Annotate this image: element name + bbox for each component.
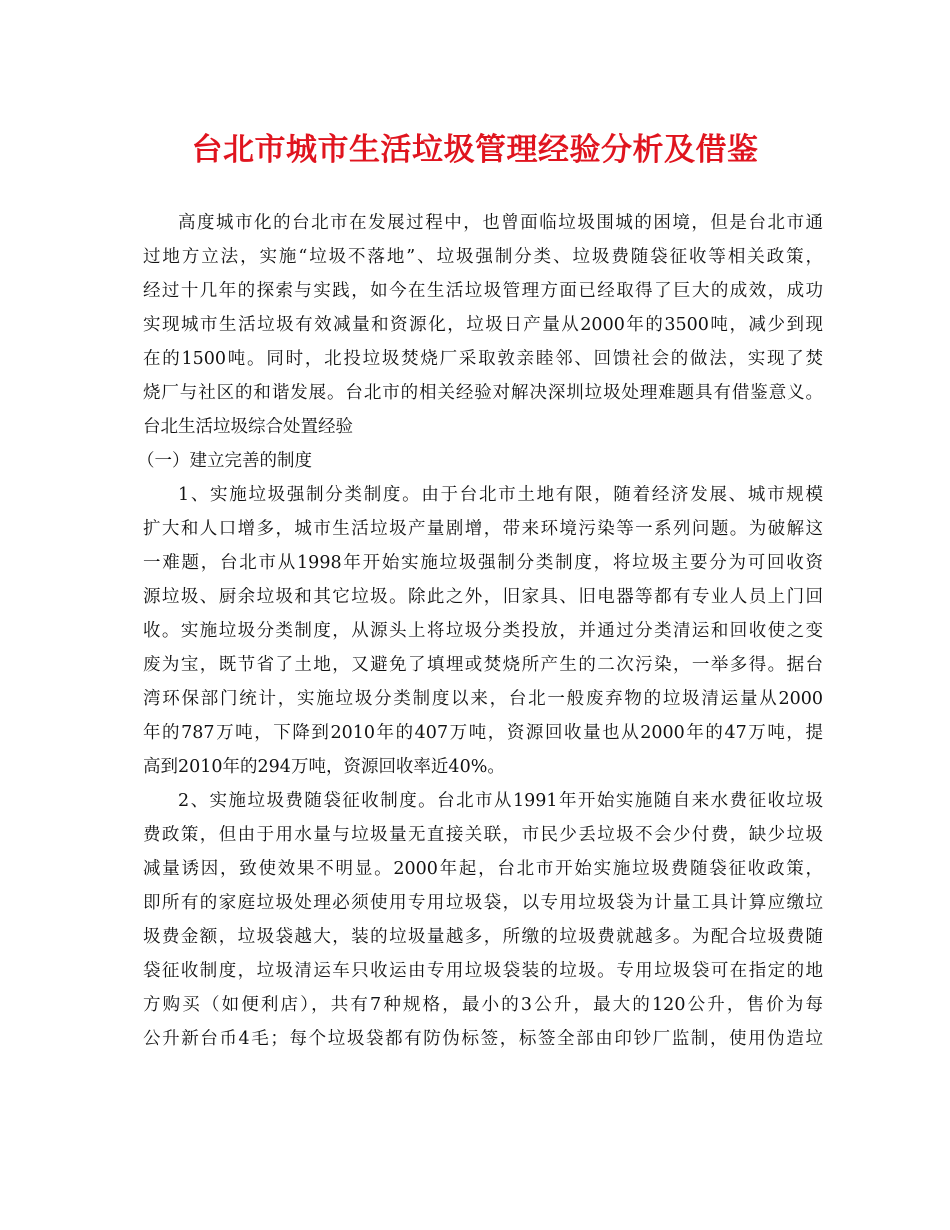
paragraph-1-line-5: 在的1500吨。同时，北投垃圾焚烧厂采取敦亲睦邻、回馈社会的做法，实现了焚 — [143, 349, 823, 369]
document-title: 台北市城市生活垃圾管理经验分析及借鉴 — [191, 132, 759, 168]
item-2-line-7: 方购买（如便利店），共有7种规格，最小的3公升，最大的120公升，售价为每 — [143, 995, 823, 1015]
subsection-heading: （一）建立完善的制度 — [137, 451, 312, 471]
item-1-line-5: 收。实施垃圾分类制度，从源头上将垃圾分类投放，并通过分类清运和回收使之变 — [143, 621, 823, 641]
item-1-line-3: 一难题，台北市从1998年开始实施垃圾强制分类制度，将垃圾主要分为可回收资 — [143, 553, 823, 573]
item-1-line-7: 湾环保部门统计，实施垃圾分类制度以来，台北一般废弃物的垃圾清运量从2000 — [143, 689, 823, 709]
section-heading: 台北生活垃圾综合处置经验 — [143, 417, 353, 437]
item-1-line-4: 源垃圾、厨余垃圾和其它垃圾。除此之外，旧家具、旧电器等都有专业人员上门回 — [143, 587, 823, 607]
item-2-line-4: 即所有的家庭垃圾处理必须使用专用垃圾袋，以专用垃圾袋为计量工具计算应缴垃 — [143, 893, 823, 913]
item-1-line-9: 高到2010年的294万吨，资源回收率近40%。 — [143, 757, 505, 777]
item-2-line-3: 减量诱因，致使效果不明显。2000年起，台北市开始实施垃圾费随袋征收政策， — [143, 859, 823, 879]
item-1-line-6: 废为宝，既节省了土地，又避免了填埋或焚烧所产生的二次污染，一举多得。据台 — [143, 655, 823, 675]
item-2-line-5: 圾费金额，垃圾袋越大，装的垃圾量越多，所缴的垃圾费就越多。为配合垃圾费随 — [143, 927, 823, 947]
document-body — [137, 206, 823, 1056]
item-2-line-1: 2、实施垃圾费随袋征收制度。台北市从1991年开始实施随自来水费征收垃圾 — [178, 791, 823, 811]
paragraph-1-line-3: 经过十几年的探索与实践，如今在生活垃圾管理方面已经取得了巨大的成效，成功 — [143, 281, 823, 301]
item-1-line-8: 年的787万吨，下降到2010年的407万吨，资源回收量也从2000年的47万吨，提 — [143, 723, 823, 743]
paragraph-1-line-2: 过地方立法，实施“垃圾不落地”、垃圾强制分类、垃圾费随袋征收等相关政策， — [143, 247, 823, 267]
item-1-line-1: 1、实施垃圾强制分类制度。由于台北市土地有限，随着经济发展、城市规模 — [178, 485, 823, 505]
item-1-line-2: 扩大和人口增多，城市生活垃圾产量剧增，带来环境污染等一系列问题。为破解这 — [143, 519, 823, 539]
paragraph-1-line-6: 烧厂与社区的和谐发展。台北市的相关经验对解决深圳垃圾处理难题具有借鉴意义。 — [143, 383, 823, 403]
paragraph-1-line-1: 高度城市化的台北市在发展过程中，也曾面临垃圾围城的困境，但是台北市通 — [178, 213, 823, 233]
item-2-line-8: 公升新台币4毛；每个垃圾袋都有防伪标签，标签全部由印钞厂监制，使用伪造垃 — [143, 1029, 823, 1049]
item-2-line-2: 费政策，但由于用水量与垃圾量无直接关联，市民少丢垃圾不会少付费，缺少垃圾 — [143, 825, 823, 845]
paragraph-1-line-4: 实现城市生活垃圾有效减量和资源化，垃圾日产量从2000年的3500吨，减少到现 — [143, 315, 823, 335]
item-2-line-6: 袋征收制度，垃圾清运车只收运由专用垃圾袋装的垃圾。专用垃圾袋可在指定的地 — [143, 961, 823, 981]
